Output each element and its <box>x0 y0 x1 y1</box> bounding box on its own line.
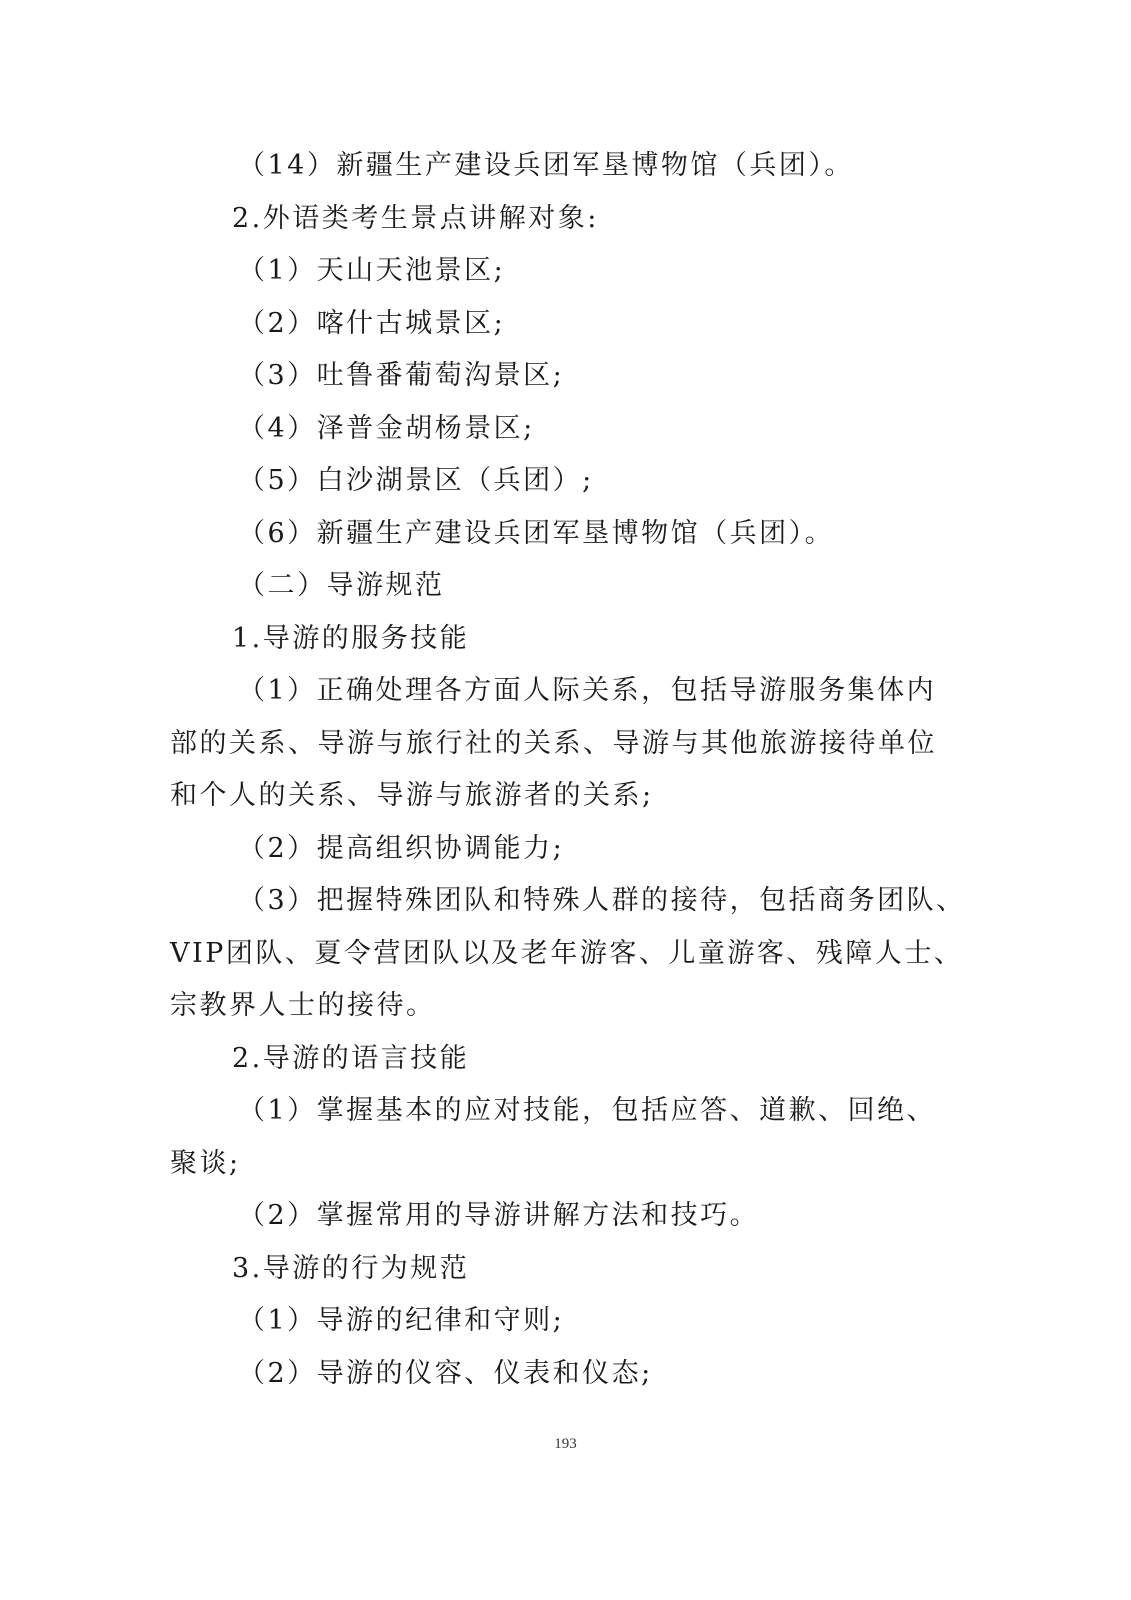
subsection-heading: 3.导游的行为规范 <box>232 1252 470 1284</box>
subsection-heading: 2.导游的语言技能 <box>232 1042 470 1074</box>
list-item: （2）提高组织协调能力; <box>238 832 565 864</box>
paragraph-line: 聚谈; <box>170 1147 241 1179</box>
list-item: （1）导游的纪律和守则; <box>238 1305 565 1336</box>
paragraph-line: （3）把握特殊团队和特殊人群的接待，包括商务团队、 <box>238 885 966 916</box>
list-item: （1）天山天池景区; <box>238 255 506 286</box>
subsection-heading: 1.导游的服务技能 <box>232 622 470 654</box>
list-item: （2）喀什古城景区; <box>238 307 506 339</box>
list-item: （5）白沙湖景区（兵团）; <box>238 465 594 496</box>
section-heading: （二）导游规范 <box>238 570 445 601</box>
section-heading: 2.外语类考生景点讲解对象: <box>232 202 599 234</box>
paragraph-line: VIP团队、夏令营团队以及老年游客、儿童游客、残障人士、 <box>170 937 964 969</box>
paragraph-line: （1）掌握基本的应对技能，包括应答、道歉、回绝、 <box>238 1095 937 1126</box>
list-item: （14）新疆生产建设兵团军垦博物馆（兵团）。 <box>238 150 854 181</box>
page-number: 193 <box>554 1436 577 1452</box>
page-content <box>170 140 966 1400</box>
list-item: （4）泽普金胡杨景区; <box>238 412 535 444</box>
paragraph-line: （1）正确处理各方面人际关系，包括导游服务集体内 <box>238 675 937 706</box>
list-item: （2）掌握常用的导游讲解方法和技巧。 <box>238 1200 760 1231</box>
paragraph-line: 部的关系、导游与旅行社的关系、导游与其他旅游接待单位 <box>170 727 937 759</box>
paragraph-line: 宗教界人士的接待。 <box>170 990 436 1021</box>
list-item: （3）吐鲁番葡萄沟景区; <box>238 360 565 391</box>
list-item: （6）新疆生产建设兵团军垦博物馆（兵团）。 <box>238 517 835 549</box>
paragraph-line: 和个人的关系、导游与旅游者的关系; <box>170 780 654 811</box>
list-item: （2）导游的仪容、仪表和仪态; <box>238 1357 653 1389</box>
